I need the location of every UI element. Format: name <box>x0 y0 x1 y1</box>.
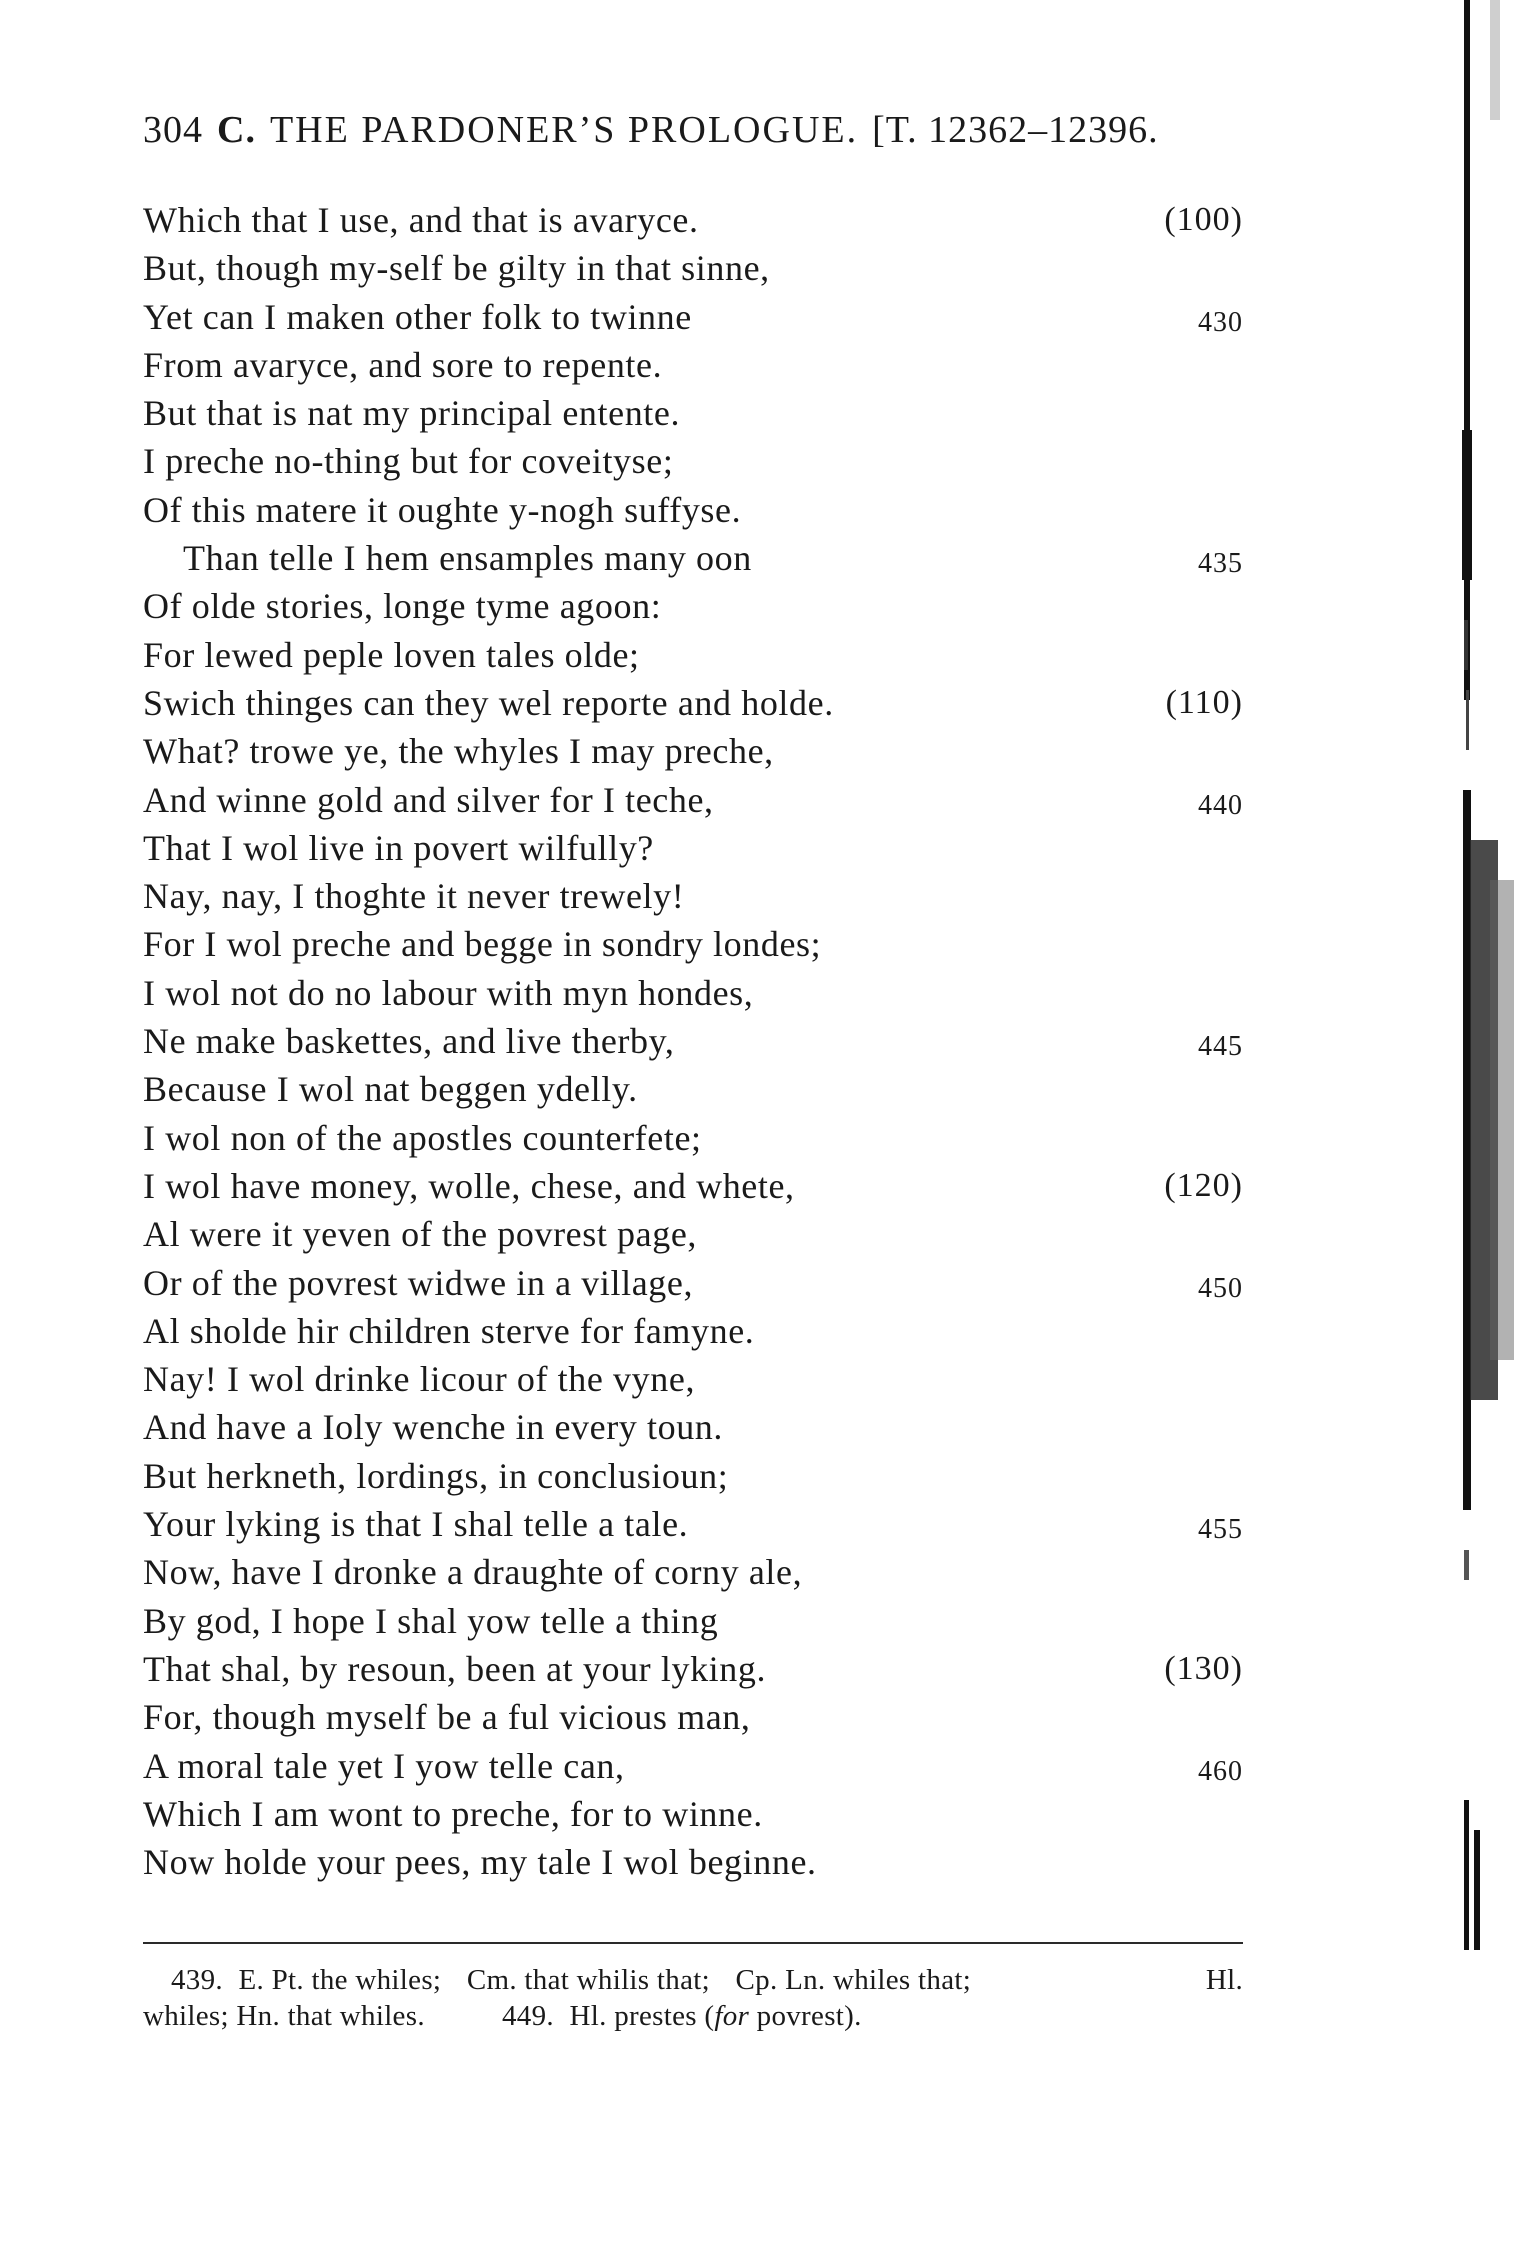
footnote-line <box>143 1998 1243 2034</box>
line-number: 460 <box>1198 1755 1243 1787</box>
footnote-text: E. Pt. the whiles; <box>238 1964 442 1996</box>
footnote-text: whiles; Hn. that whiles. <box>143 2000 425 2032</box>
line-reference: [T. 12362–12396. <box>872 109 1159 151</box>
verse-text: I wol non of the apostles counterfete; <box>143 1117 702 1158</box>
verse-text: But herkneth, lordings, in conclusioun; <box>143 1455 729 1496</box>
line-number: (130) <box>1164 1649 1243 1687</box>
verse-text: By god, I hope I shal yow telle a thing <box>143 1600 719 1641</box>
verse-text: Than telle I hem ensamples many oon <box>183 538 752 579</box>
verse-line <box>143 1597 1243 1645</box>
line-number: 455 <box>1198 1514 1243 1546</box>
line-number: 440 <box>1198 789 1243 821</box>
page-title: THE PARDONER’S PROLOGUE. <box>269 109 859 151</box>
verse-line <box>143 244 1243 292</box>
verse-text: That shal, by resoun, been at your lyking. <box>143 1648 767 1689</box>
running-header <box>143 108 1243 168</box>
footnote-text-part: povrest). <box>749 2000 862 2032</box>
verse-line <box>143 1065 1243 1113</box>
verse-text: Al were it yeven of the povrest page, <box>143 1214 698 1255</box>
verse-line <box>143 1645 1243 1693</box>
verse-line <box>143 1017 1243 1065</box>
verse-line <box>143 824 1243 872</box>
verse-text: Of olde stories, longe tyme agoon: <box>143 586 662 627</box>
verse-line <box>143 1693 1243 1741</box>
footnotes <box>143 1962 1243 2034</box>
scan-shadow-graphic <box>1460 0 1522 2256</box>
verse-text: And have a Ioly wenche in every toun. <box>143 1407 724 1448</box>
verse-line <box>143 872 1243 920</box>
verse-text: What? trowe ye, the whyles I may preche, <box>143 731 774 772</box>
verse-text: I wol not do no labour with myn hondes, <box>143 972 754 1013</box>
verse-line <box>143 1162 1243 1210</box>
line-number: 450 <box>1198 1272 1243 1304</box>
scan-shadow <box>1460 0 1522 2256</box>
verse-line <box>143 1838 1243 1886</box>
verse-line <box>143 1790 1243 1838</box>
line-number: (120) <box>1164 1166 1243 1204</box>
verse-line <box>143 1210 1243 1258</box>
verse-line <box>143 631 1243 679</box>
line-number: (110) <box>1165 683 1243 721</box>
verse-text: But, though my-self be gilty in that sinne, <box>143 248 770 289</box>
footnote-divider <box>143 1942 1243 1944</box>
verse-line <box>143 389 1243 437</box>
verse-text: I wol have money, wolle, chese, and whete, <box>143 1165 795 1206</box>
verse-line <box>143 293 1243 341</box>
footnote-number: 449. <box>502 2000 554 2032</box>
verse-text: Of this matere it oughte y-nogh suffyse. <box>143 489 742 530</box>
verse-text: Now holde your pees, my tale I wol beginne. <box>143 1842 817 1883</box>
footnote-line <box>143 1962 1243 1998</box>
section-letter: C. <box>217 109 256 151</box>
line-number: 445 <box>1198 1031 1243 1063</box>
page-number: 304 <box>143 109 203 151</box>
line-number: (100) <box>1164 201 1243 238</box>
verse-line <box>143 437 1243 485</box>
verse-text: Now, have I dronke a draughte of corny ale, <box>143 1552 803 1593</box>
footnote-text: Cp. Ln. whiles that; <box>735 1964 972 1996</box>
verse-line <box>143 1548 1243 1596</box>
verse-text: Which that I use, and that is avaryce. <box>143 200 699 240</box>
verse-text: For I wol preche and begge in sondry londes; <box>143 924 822 965</box>
verse-text: Which I am wont to preche, for to winne. <box>143 1793 763 1834</box>
footnote-text: Hl. <box>1205 1964 1243 1996</box>
verse-line <box>143 486 1243 534</box>
verse-line <box>143 1403 1243 1451</box>
verse-line <box>143 1355 1243 1403</box>
verse-line <box>143 1114 1243 1162</box>
verse-text: Al sholde hir children sterve for famyne. <box>143 1310 755 1351</box>
verse-line <box>143 727 1243 775</box>
verse-text: Or of the povrest widwe in a village, <box>143 1262 694 1303</box>
footnote-italic: for <box>714 2000 750 2032</box>
verse-text: Your lyking is that I shal telle a tale. <box>143 1504 689 1545</box>
verse-text: I preche no-thing but for coveityse; <box>143 441 674 482</box>
verse-text: Swich thinges can they wel reporte and holde. <box>143 682 834 723</box>
verse-line <box>143 582 1243 630</box>
verse-line <box>143 1742 1243 1790</box>
verse-text: Yet can I maken other folk to twinne <box>143 296 692 337</box>
verse-line <box>143 534 1243 582</box>
verse-line <box>143 776 1243 824</box>
verse-text: But that is nat my principal entente. <box>143 393 681 434</box>
verse-text: And winne gold and silver for I teche, <box>143 779 714 820</box>
verse-line <box>143 1452 1243 1500</box>
verse-line <box>143 341 1243 389</box>
verse-text: Nay, nay, I thoghte it never trewely! <box>143 876 685 917</box>
verse-line <box>143 920 1243 968</box>
verse-text: From avaryce, and sore to repente. <box>143 344 663 385</box>
footnote-text: Cm. that whilis that; <box>466 1964 710 1996</box>
verse-text: Nay! I wol drinke licour of the vyne, <box>143 1359 696 1400</box>
verse-line <box>143 1500 1243 1548</box>
verse-line <box>143 196 1243 244</box>
verse-block <box>143 196 1243 1886</box>
verse-line <box>143 679 1243 727</box>
footnote-number: 439. <box>171 1964 223 1996</box>
footnote-text <box>570 2000 862 2032</box>
footnote-text-part: Hl. prestes ( <box>569 2000 715 2032</box>
verse-text: Because I wol nat beggen ydelly. <box>143 1069 638 1110</box>
verse-line <box>143 969 1243 1017</box>
line-number: 430 <box>1198 306 1243 338</box>
verse-text: Ne make baskettes, and live therby, <box>143 1021 675 1062</box>
verse-text: For lewed peple loven tales olde; <box>143 634 640 675</box>
verse-text: A moral tale yet I yow telle can, <box>143 1745 625 1786</box>
line-number: 435 <box>1198 548 1243 580</box>
verse-line <box>143 1259 1243 1307</box>
verse-text: For, though myself be a ful vicious man, <box>143 1697 751 1738</box>
verse-text: That I wol live in povert wilfully? <box>143 827 654 868</box>
verse-line <box>143 1307 1243 1355</box>
